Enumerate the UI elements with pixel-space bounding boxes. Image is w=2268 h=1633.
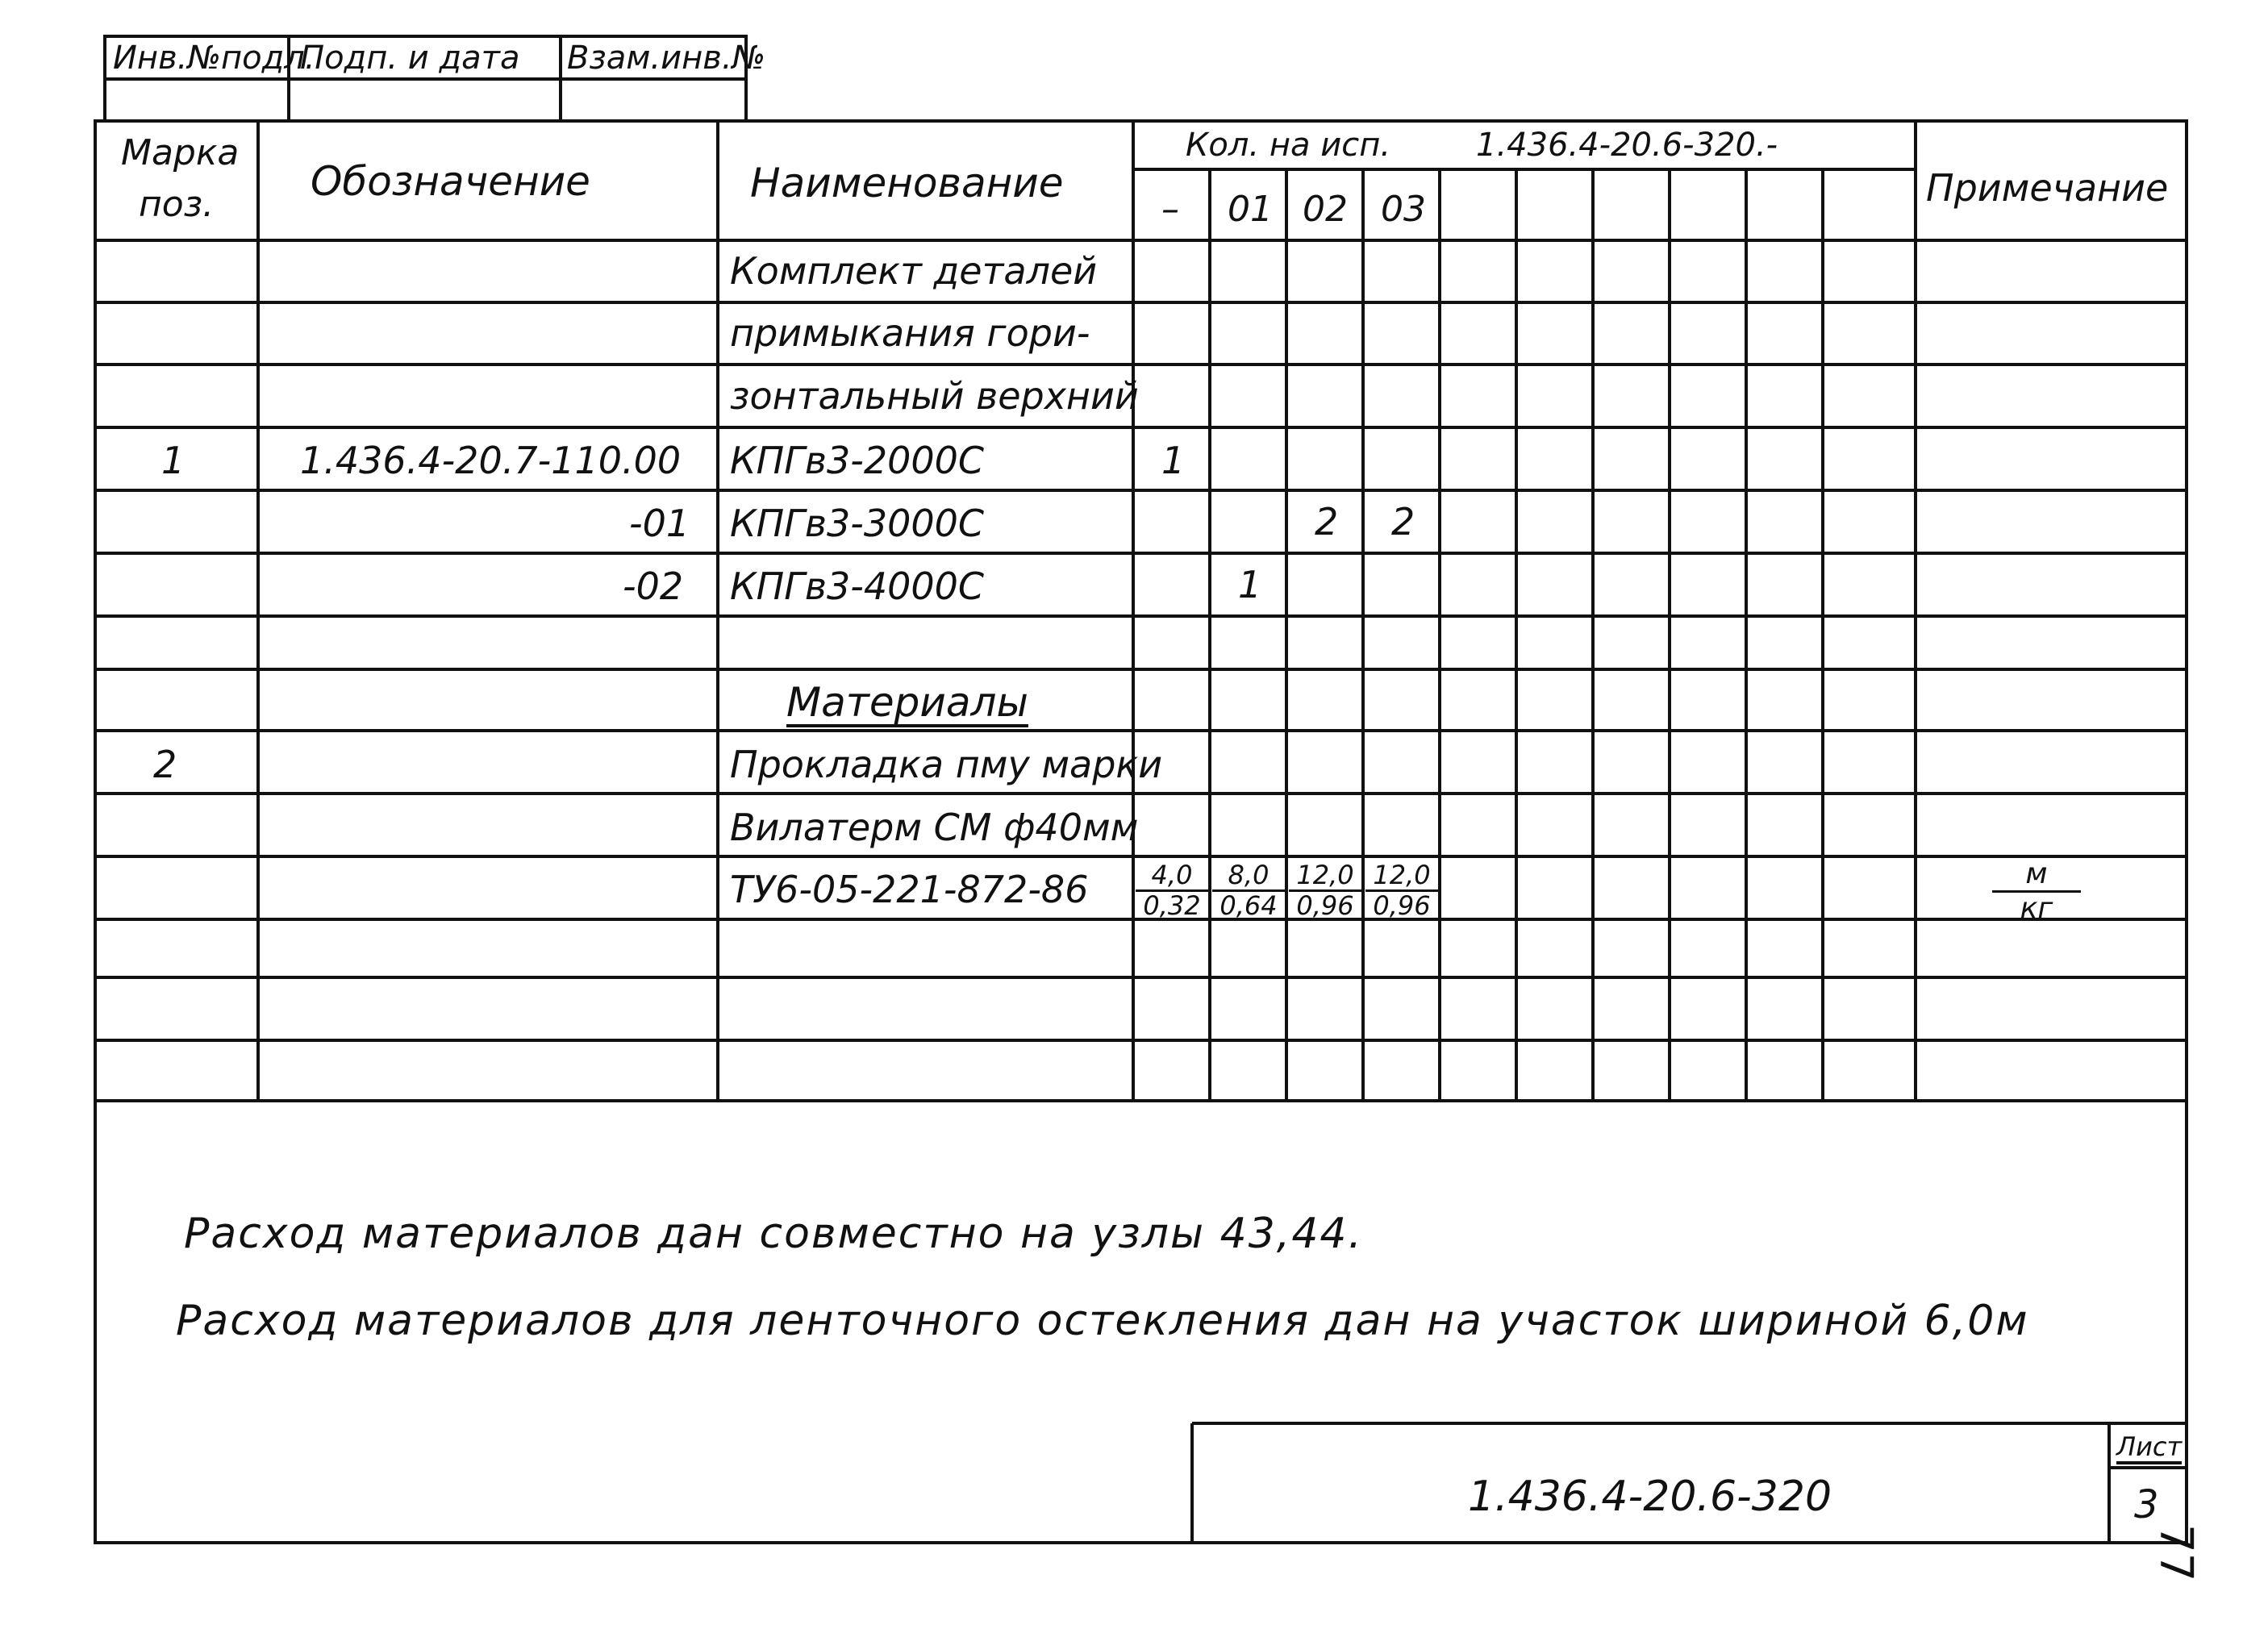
header-doc-prefix: 1.436.4-20.6-320.- [1476, 127, 1778, 164]
row-4-naimenovanie: КПГв3-2000С [730, 439, 985, 482]
header-variant-base: – [1161, 189, 1179, 230]
header-variant-02: 02 [1303, 189, 1348, 230]
material-qty-01 [1212, 861, 1285, 920]
material-qty-base-meters: 4,0 [1136, 861, 1208, 892]
header-variant-03: 03 [1381, 189, 1426, 230]
row-4-oboznachenie: 1.436.4-20.7-110.00 [300, 439, 682, 482]
row-4-marka: 1 [161, 439, 186, 482]
row-5-qty-02: 2 [1315, 500, 1339, 544]
header-primechanie: Примечание [1926, 166, 2169, 210]
material-qty-02-kg: 0,96 [1296, 890, 1354, 922]
row-11-naimenovanie: ТУ6-05-221-872-86 [730, 868, 1089, 911]
row-2-naimenovanie: примыкания гори- [730, 311, 1090, 355]
row-6-naimenovanie: КПГв3-4000С [730, 564, 985, 608]
row-9-naimenovanie: Прокладка пму марки [730, 743, 1163, 786]
row-5-oboznachenie: -01 [629, 502, 690, 545]
stamp-vzam-inv: Взам.инв.№ [567, 40, 766, 77]
row-5-qty-03: 2 [1391, 500, 1415, 544]
material-qty-02 [1289, 861, 1361, 920]
row-1-naimenovanie: Комплект деталей [730, 249, 1098, 293]
material-qty-01-meters: 8,0 [1212, 861, 1285, 892]
title-sheet-number: 3 [2134, 1482, 2159, 1527]
material-qty-base [1136, 861, 1208, 920]
row-4-qty-base: 1 [1161, 439, 1186, 482]
material-qty-03-kg: 0,96 [1373, 890, 1431, 922]
material-unit-meters: м [1992, 858, 2081, 893]
row-10-naimenovanie: Вилатерм СМ ф40мм [730, 806, 1139, 849]
material-qty-03-meters: 12,0 [1365, 861, 1438, 892]
material-qty-02-meters: 12,0 [1289, 861, 1361, 892]
material-qty-01-kg: 0,64 [1219, 890, 1278, 922]
section-materialy: Материалы [786, 679, 1028, 726]
note-1: Расход материалов дан совместно на узлы 43,44. [184, 1210, 1364, 1258]
row-6-qty-01: 1 [1238, 563, 1262, 606]
note-2: Расход материалов для ленточного остекления дан на участок шириной 6,0м [176, 1297, 2029, 1345]
header-poz: поз. [139, 184, 215, 225]
title-sheet-label: Лист [2116, 1434, 2182, 1464]
row-9-marka: 2 [153, 743, 177, 786]
stamp-podp-data: Подп. и дата [300, 40, 520, 77]
row-6-oboznachenie: -02 [623, 564, 684, 608]
stamp-inv-podl: Инв.№подл. [113, 40, 315, 77]
header-naimenovanie: Наименование [750, 160, 1064, 206]
material-unit [1992, 858, 2081, 924]
material-qty-base-kg: 0,32 [1143, 890, 1201, 922]
material-qty-03 [1365, 861, 1438, 920]
title-designation: 1.436.4-20.6-320 [1468, 1473, 1832, 1521]
header-kol-na-isp: Кол. на исп. [1186, 127, 1391, 164]
header-oboznachenie: Обозначение [311, 158, 590, 205]
header-variant-01: 01 [1228, 189, 1273, 230]
material-unit-kg: кг [2020, 891, 2053, 925]
margin-page-number: 77 [2149, 1524, 2202, 1582]
row-5-naimenovanie: КПГв3-3000С [730, 502, 985, 545]
row-3-naimenovanie: зонтальный верхний [730, 374, 1139, 418]
header-marka: Марка [121, 132, 240, 173]
